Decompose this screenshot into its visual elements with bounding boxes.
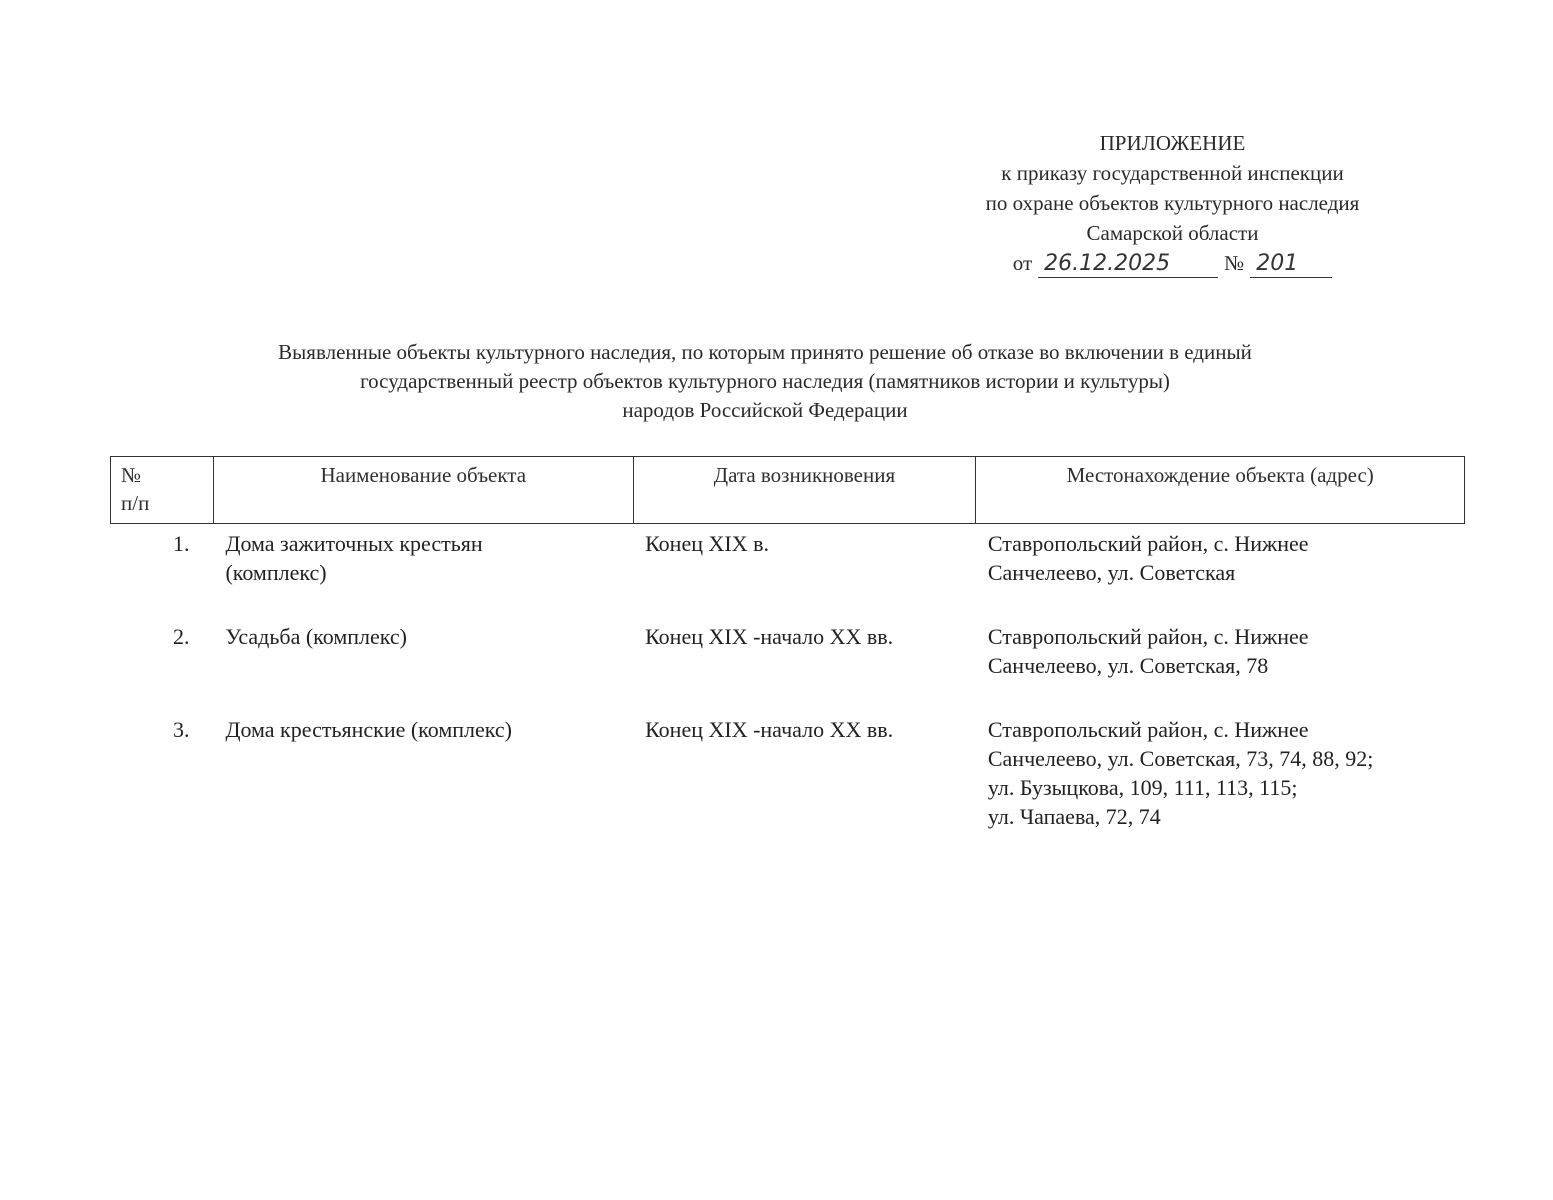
address-line: Ставропольский район, с. Нижнее xyxy=(987,531,1309,556)
document-title xyxy=(110,338,1420,425)
address-line: Санчелеево, ул. Советская, 73, 74, 88, 92; xyxy=(987,746,1374,771)
object-name-line: Усадьба (комплекс) xyxy=(225,624,408,649)
row-number: 3. xyxy=(172,717,190,742)
object-date: Конец XIX -начало XX вв. xyxy=(645,624,894,649)
object-name xyxy=(213,524,633,618)
address-line: Ставропольский район, с. Нижнее xyxy=(987,717,1309,742)
handwritten-date: 26.12.2025 xyxy=(1038,251,1218,278)
table-row xyxy=(111,710,1465,861)
object-name-line: (комплекс) xyxy=(225,560,327,585)
header-name: Наименование объекта xyxy=(213,457,633,524)
document-title-line-1: Выявленные объекты культурного наследия, по которым принято решение об отказе во включении в единый xyxy=(278,340,1252,364)
from-label: от xyxy=(1012,251,1033,275)
document-title-line-3: народов Российской Федерации xyxy=(622,398,908,422)
object-date: Конец XIX -начало XX вв. xyxy=(645,717,894,742)
object-name xyxy=(213,617,633,710)
address-line: ул. Бузыцкова, 109, 111, 113, 115; xyxy=(987,775,1298,800)
annex-block xyxy=(900,128,1445,278)
object-name-line: Дома крестьянские (комплекс) xyxy=(225,717,513,742)
address-line: Санчелеево, ул. Советская, 78 xyxy=(987,653,1269,678)
document-title-line-2: государственный реестр объектов культурного наследия (памятников истории и культуры) xyxy=(360,369,1170,393)
object-name xyxy=(213,710,633,861)
number-label: № xyxy=(1224,251,1245,275)
table-row xyxy=(111,524,1465,618)
address-line: ул. Чапаева, 72, 74 xyxy=(987,804,1161,829)
object-address xyxy=(976,524,1465,618)
annex-line-2: по охране объектов культурного наследия xyxy=(985,191,1360,215)
object-date: Конец XIX в. xyxy=(645,531,769,556)
row-number: 1. xyxy=(172,531,190,556)
object-address xyxy=(976,617,1465,710)
annex-line-3: Самарской области xyxy=(1086,221,1259,245)
table-header-row xyxy=(111,457,1465,524)
annex-line-1: к приказу государственной инспекции xyxy=(1001,161,1344,185)
handwritten-number: 201 xyxy=(1250,251,1332,278)
address-line: Ставропольский район, с. Нижнее xyxy=(987,624,1309,649)
heritage-objects-table xyxy=(110,456,1465,861)
header-date: Дата возникновения xyxy=(633,457,976,524)
row-number: 2. xyxy=(172,624,190,649)
header-address: Местонахождение объекта (адрес) xyxy=(976,457,1465,524)
table-row xyxy=(111,617,1465,710)
header-number xyxy=(111,457,214,524)
object-address xyxy=(976,710,1465,861)
annex-title: ПРИЛОЖЕНИЕ xyxy=(1099,131,1246,155)
header-number-line-2: п/п xyxy=(121,491,150,515)
address-line: Санчелеево, ул. Советская xyxy=(987,560,1236,585)
annex-date-number-line xyxy=(900,248,1445,278)
header-number-line-1: № xyxy=(121,463,142,487)
object-name-line: Дома зажиточных крестьян xyxy=(225,531,483,556)
